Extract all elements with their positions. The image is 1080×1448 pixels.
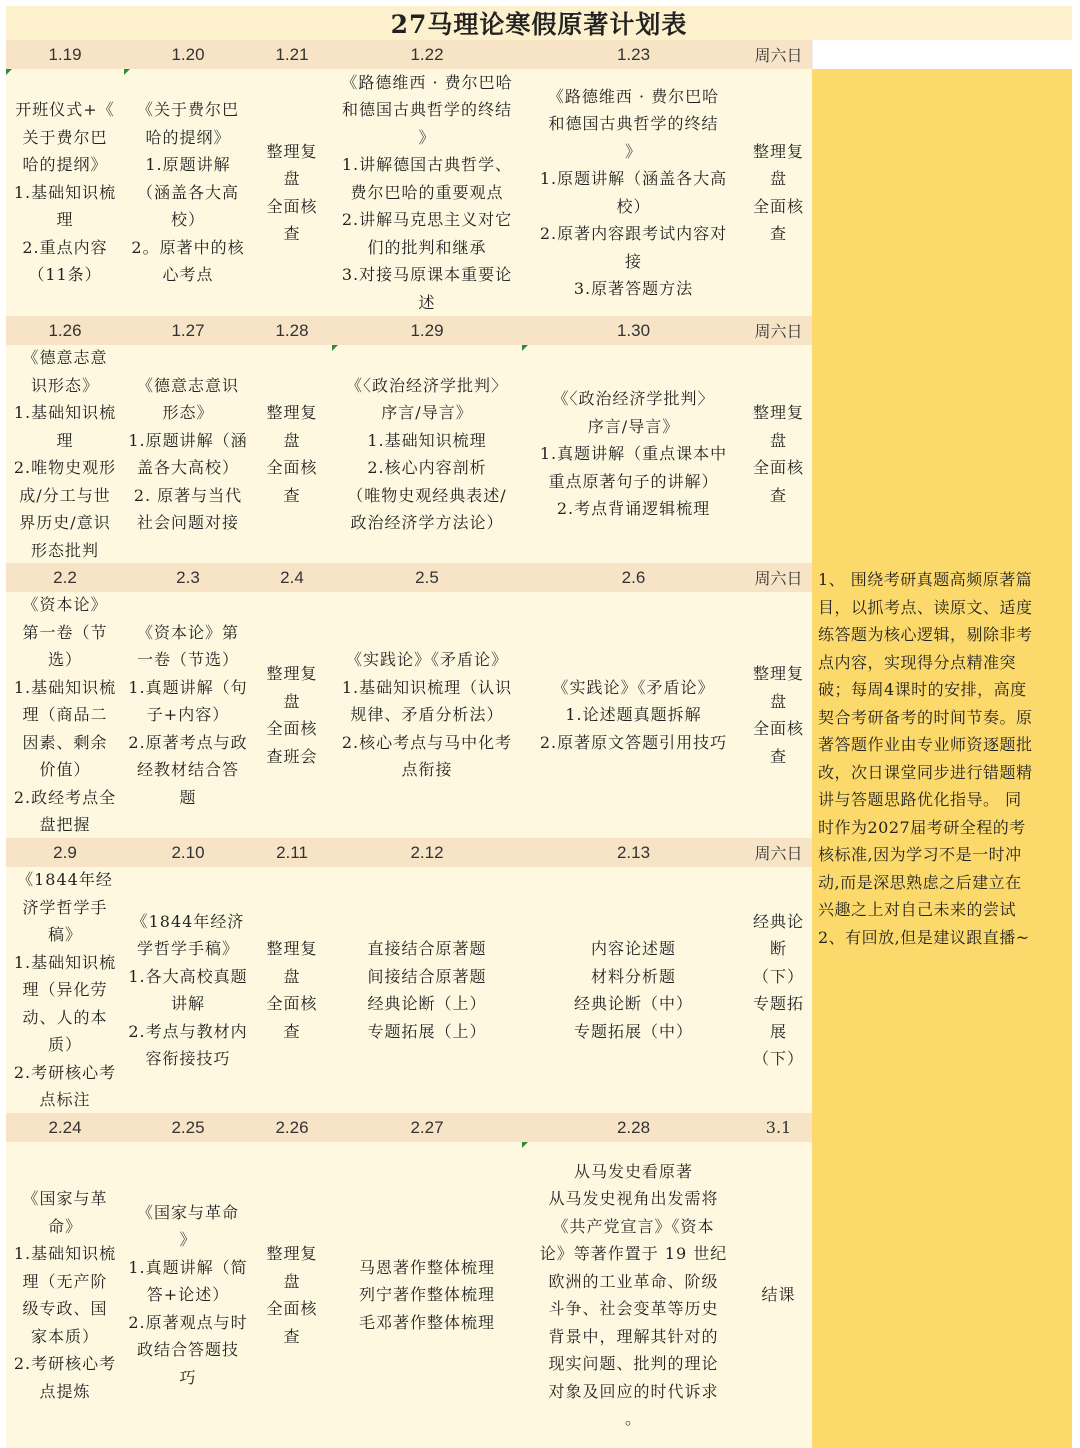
cell-line: 《资本论》 [22, 595, 108, 615]
date-header: 2.13 [522, 838, 745, 867]
schedule-cell [522, 69, 745, 316]
date-header: 2.25 [124, 1113, 252, 1142]
cell-line: 和德国古典哲学的终结 [341, 100, 512, 120]
cell-line: 全面核 [752, 196, 804, 216]
schedule-cell [332, 345, 522, 563]
date-header: 2.6 [522, 563, 745, 592]
cell-line: 接 [624, 251, 642, 271]
cell-line: 全面核 [266, 1299, 318, 1318]
cell-line: （涵盖各大高 [136, 182, 239, 202]
date-header: 2.27 [332, 1113, 522, 1142]
cell-line: 政结合答题技 [136, 1340, 239, 1360]
cell-line: 查 [283, 224, 301, 243]
date-header: 1.26 [6, 316, 124, 345]
date-header: 2.28 [522, 1113, 745, 1142]
cell-line: 稿》 [47, 925, 82, 945]
cell-line: 《共产党宣言》《资本 [552, 1216, 715, 1236]
cell-line: 整理复 [266, 141, 318, 161]
cell-line: 《1844年经济 [131, 911, 245, 931]
cell-line: 《德意志意识 [136, 375, 239, 395]
cell-line: 因素、剩余 [22, 732, 108, 752]
schedule-cell [252, 1142, 332, 1448]
cell-line: 全面核 [266, 196, 318, 216]
cell-line: 一卷（节选） [136, 650, 239, 670]
date-header: 1.19 [6, 40, 124, 69]
cell-line: 界历史/意识 [19, 513, 111, 532]
cell-line: 查班会 [266, 746, 318, 766]
cell-line: 1.原题讲解（涵 [128, 430, 248, 450]
cell-line: 1.讲解德国古典哲学、 [341, 155, 513, 175]
date-header: 1.21 [252, 40, 332, 69]
schedule-cell [745, 592, 812, 838]
cell-line: 1.基础知识梳 [13, 182, 117, 202]
cell-line: 材料分析题 [590, 966, 676, 986]
schedule-cell [522, 867, 745, 1113]
cell-line: 心考点 [162, 265, 214, 285]
cell-line: 全面核 [266, 719, 318, 738]
cell-line: 校） [170, 210, 205, 230]
date-header: 2.2 [6, 563, 124, 592]
cell-line: 盘把握 [39, 815, 91, 835]
cell-line: 述 [418, 292, 436, 312]
date-header: 1.22 [332, 40, 522, 69]
cell-line: 子+内容） [146, 705, 230, 725]
cell-line: 理 [56, 210, 74, 230]
cell-line: 经典论断（中） [573, 994, 693, 1013]
cell-line: 盘 [769, 169, 787, 188]
cell-line: 经典论 [752, 911, 804, 931]
cell-line: 全面核 [752, 719, 804, 738]
note-line: 破；每周4课时的安排，高度 [818, 680, 1027, 699]
cell-line: 全面核 [266, 994, 318, 1013]
cell-line: 查 [769, 224, 787, 243]
date-header: 2.12 [332, 838, 522, 867]
note-line: 练答题为核心逻辑，剔除非考 [818, 625, 1033, 644]
cell-line: （11条） [28, 265, 102, 285]
schedule-cell [745, 867, 812, 1113]
cell-line: 3.对接马原课本重要论 [341, 265, 513, 285]
cell-line: 2.考研核心考 [13, 1354, 117, 1373]
cell-line: 点提炼 [39, 1381, 91, 1401]
cell-line: 2.唯物史观形 [13, 458, 117, 477]
date-header: 2.5 [332, 563, 522, 592]
cell-line: 动、人的本 [22, 1007, 108, 1027]
cell-line: 》 [179, 1230, 197, 1250]
date-header: 1.23 [522, 40, 745, 69]
cell-line: 专题拓 [752, 994, 804, 1013]
cell-line: 序言/导言》 [381, 403, 473, 422]
schedule-cell [522, 592, 745, 838]
note-line: 1、 围绕考研真题高频原著篇 [818, 570, 1033, 589]
note-line: 契合考研备考的时间节奏。原 [818, 707, 1033, 727]
note-line: 著答题作业由专业师资逐题批 [818, 735, 1033, 754]
cell-line: 2.考点背诵逻辑梳理 [556, 499, 711, 519]
cell-line: 专题拓展（中） [573, 1021, 693, 1041]
cell-line: 政治经济学方法论） [350, 513, 504, 532]
date-header: 1.28 [252, 316, 332, 345]
note-line: 兴趣之上对自己未来的尝试 [818, 900, 1017, 919]
cell-line: 理 [56, 430, 74, 450]
cell-line: 选） [47, 650, 82, 670]
cell-line: 家本质） [30, 1326, 99, 1346]
cell-line: 查 [769, 746, 787, 766]
date-header: 1.27 [124, 316, 252, 345]
cell-line: 整理复 [266, 1244, 318, 1263]
date-header: 周六日 [745, 838, 812, 867]
date-header: 1.29 [332, 316, 522, 345]
note-line: 动,而是深思熟虑之后建立在 [818, 872, 1022, 892]
date-header: 3.1 [745, 1113, 812, 1142]
date-header: 2.11 [252, 838, 332, 867]
cell-line: （唯物史观经典表述/ [347, 485, 507, 505]
cell-line: 1.论述题真题拆解 [565, 705, 702, 725]
cell-line: 毛邓著作整体梳理 [358, 1312, 495, 1332]
cell-line: 《路德维西 · 费尔巴哈 [341, 72, 513, 92]
cell-line: 查 [283, 485, 301, 505]
cell-line: 《实践论》《矛盾论》 [552, 677, 715, 697]
note-line: 改，次日课堂同步进行错题精 [818, 762, 1033, 782]
cell-line: 全面核 [752, 458, 804, 477]
cell-line: 1.基础知识梳 [13, 403, 117, 422]
schedule-cell [745, 69, 812, 316]
cell-line: 《〈政治经济学批判〉 [552, 389, 715, 409]
date-header: 2.9 [6, 838, 124, 867]
schedule-cell [745, 345, 812, 563]
cell-line: 1.原题讲解 [145, 155, 231, 175]
cell-line: 3.原著答题方法 [573, 279, 694, 298]
cell-line: 2。原著中的核 [131, 237, 245, 257]
cell-line: 欧洲的工业革命、阶级 [548, 1271, 719, 1291]
cell-line: 开班仪式+《 [15, 100, 115, 120]
cell-line: 容衔接技巧 [145, 1049, 231, 1068]
cell-line: 盘 [769, 430, 787, 450]
cell-line: 理（异化劳 [22, 980, 108, 1000]
schedule-cell [6, 592, 124, 838]
cell-line: 《路德维西 · 费尔巴哈 [547, 86, 720, 106]
cell-line: 背景中，理解其针对的 [548, 1326, 719, 1346]
cell-line: 《关于费尔巴 [136, 100, 239, 120]
schedule-cell [522, 345, 745, 563]
cell-line: 论》等著作置于 19 世纪 [539, 1244, 728, 1263]
cell-line: 重点原著句子的讲解） [548, 471, 719, 491]
cell-line: 1.基础知识梳理（认识 [341, 677, 513, 697]
cell-line: 盘 [283, 966, 301, 986]
cell-line: 整理复 [752, 141, 804, 161]
cell-line: 间接结合原著题 [367, 966, 487, 986]
cell-line: 查 [283, 1326, 301, 1346]
cell-line: 1.原题讲解（涵盖各大高 [539, 169, 728, 188]
cell-line: 。 [624, 1409, 642, 1428]
cell-line: 盘 [283, 430, 301, 450]
cell-line: 1.真题讲解（句 [128, 677, 248, 697]
cell-line: 全面核 [266, 458, 318, 477]
date-header: 周六日 [745, 40, 812, 69]
schedule-cell [124, 592, 252, 838]
note-line: 目，以抓考点、读原文、适度 [818, 597, 1033, 617]
cell-line: 1.真题讲解（重点课本中 [539, 444, 728, 464]
schedule-cell [332, 592, 522, 838]
note-line: 讲与答题思路优化指导。 同 [818, 790, 1022, 809]
cell-line: 第一卷（节 [22, 622, 108, 642]
page-title: 27马理论寒假原著计划表 [6, 6, 1072, 40]
cell-line: 》 [418, 127, 436, 147]
cell-line: 整理复 [266, 664, 318, 683]
cell-line: 2.讲解马克思主义对它 [341, 210, 513, 230]
cell-line: 学哲学手稿》 [136, 939, 239, 958]
cell-line: 社会问题对接 [136, 513, 239, 532]
cell-line: 2.原著观点与时 [128, 1312, 248, 1332]
cell-line: 《资本论》第 [136, 622, 239, 642]
cell-line: 和德国古典哲学的终结 [548, 114, 719, 133]
cell-line: 1.基础知识梳 [13, 952, 117, 972]
cell-line: 《德意志意 [22, 348, 108, 367]
cell-line: 2. 原著与当代 [133, 485, 243, 505]
cell-line: 讲解 [170, 994, 205, 1013]
cell-line: 们的批判和继承 [367, 237, 487, 257]
cell-line: 整理复 [266, 403, 318, 422]
cell-line: 理（商品二 [22, 705, 108, 725]
cell-line: 点衔接 [401, 760, 453, 780]
cell-line: 《国家与革命 [136, 1202, 239, 1222]
cell-line: 列宁著作整体梳理 [358, 1285, 495, 1305]
cell-line: 2.考研核心考 [13, 1062, 117, 1082]
cell-line: 查 [283, 1021, 301, 1041]
schedule-cell [332, 69, 522, 316]
cell-line: 关于费尔巴 [22, 127, 108, 147]
cell-line: 整理复 [752, 403, 804, 422]
cell-line: 斗争、社会变革等历史 [548, 1299, 719, 1318]
date-header: 1.30 [522, 316, 745, 345]
cell-line: （下） [752, 966, 804, 986]
schedule-cell [6, 345, 124, 563]
cell-line: 1.基础知识梳 [13, 1244, 117, 1263]
cell-line: 从马发史视角出发需将 [548, 1189, 719, 1208]
cell-line: 2.核心内容剖析 [367, 458, 487, 477]
note-line: 2、有回放,但是建议跟直播~ [818, 927, 1030, 947]
cell-line: 2.原著考点与政 [128, 732, 248, 752]
cell-line: 整理复 [752, 664, 804, 683]
cell-line: 价值） [39, 760, 91, 780]
cell-line: 经典论断（上） [367, 994, 487, 1013]
schedule-cell [252, 867, 332, 1113]
cell-line: 1.基础知识梳 [13, 677, 117, 697]
cell-line: 2.重点内容 [22, 237, 108, 257]
notes-text [818, 566, 1033, 951]
date-header: 2.3 [124, 563, 252, 592]
note-line: 点内容，实现得分点精准突 [818, 652, 1017, 672]
cell-line: 2.原著原文答题引用技巧 [539, 732, 728, 752]
date-header: 1.20 [124, 40, 252, 69]
cell-line: 济学哲学手 [22, 897, 108, 917]
cell-line: 2.核心考点与马中化考 [341, 732, 513, 752]
cell-line: 》 [624, 141, 642, 161]
schedule-cell [332, 1142, 522, 1448]
cell-line: 马恩著作整体梳理 [358, 1257, 495, 1277]
cell-line: 专题拓展（上） [367, 1021, 487, 1041]
cell-line: 查 [769, 485, 787, 505]
date-header: 2.26 [252, 1113, 332, 1142]
cell-line: 答+论述） [146, 1285, 230, 1305]
cell-line: 识形态》 [30, 375, 99, 395]
date-header: 周六日 [745, 316, 812, 345]
cell-line: 1.真题讲解（简 [128, 1257, 248, 1277]
note-line: 时作为2027届考研全程的考 [818, 817, 1026, 837]
cell-line: 命》 [47, 1216, 82, 1236]
cell-line: 费尔巴哈的重要观点 [350, 182, 504, 202]
cell-line: 质） [47, 1035, 82, 1055]
schedule-cell [522, 1142, 745, 1448]
schedule-cell [252, 69, 332, 316]
date-header: 2.10 [124, 838, 252, 867]
cell-line: 展 [769, 1021, 787, 1041]
cell-line: 盘 [769, 691, 787, 711]
schedule-cell [124, 345, 252, 563]
cell-line: 规律、矛盾分析法） [350, 705, 504, 725]
cell-line: 经教材结合答 [136, 760, 239, 780]
cell-line: 结课 [761, 1285, 796, 1305]
cell-line: （下） [752, 1049, 804, 1068]
cell-line: 《国家与革 [22, 1189, 108, 1208]
cell-line: 盘 [283, 1271, 301, 1291]
cell-line: 校） [616, 196, 651, 216]
cell-line: 从马发史看原著 [573, 1161, 693, 1181]
cell-line: 题 [179, 787, 197, 807]
cell-line: 点标注 [39, 1090, 91, 1110]
schedule-cell [332, 867, 522, 1113]
cell-line: 对象及回应的时代诉求 [548, 1381, 719, 1401]
cell-line: 2.政经考点全 [13, 787, 117, 807]
cell-line: 哈的提纲》 [145, 127, 231, 147]
cell-line: 形态批判 [30, 540, 99, 560]
header-blank-cell [812, 40, 1072, 69]
cell-line: 内容论述题 [590, 939, 676, 958]
note-line: 核标准,因为学习不是一时冲 [818, 845, 1022, 864]
cell-line: 哈的提纲》 [22, 155, 108, 175]
schedule-cell [6, 1142, 124, 1448]
date-header: 周六日 [745, 563, 812, 592]
cell-line: 级专政、国 [22, 1299, 108, 1318]
schedule-cell [745, 1142, 812, 1448]
schedule-cell [6, 867, 124, 1113]
cell-line: 序言/导言》 [587, 416, 680, 436]
cell-line: 《1844年经 [17, 870, 113, 890]
schedule-table [6, 40, 1072, 1448]
cell-line: 直接结合原著题 [367, 939, 487, 958]
schedule-cell [124, 1142, 252, 1448]
cell-line: 《实践论》《矛盾论》 [345, 650, 508, 670]
cell-line: 1.各大高校真题 [128, 966, 248, 986]
cell-line: 1.基础知识梳理 [367, 430, 487, 450]
notes-panel [812, 69, 1072, 1448]
cell-line: 形态》 [162, 403, 214, 422]
schedule-cell [6, 69, 124, 316]
cell-line: 盘 [283, 169, 301, 188]
cell-line: 巧 [179, 1367, 197, 1387]
date-header: 2.24 [6, 1113, 124, 1142]
cell-line: 盖各大高校） [136, 458, 239, 477]
cell-line: 2.原著内容跟考试内容对 [539, 224, 728, 243]
cell-line: 理（无产阶 [22, 1271, 108, 1291]
schedule-cell [124, 69, 252, 316]
cell-line: 现实问题、批判的理论 [548, 1354, 719, 1373]
cell-line: 盘 [283, 691, 301, 711]
cell-line: 断 [769, 939, 787, 958]
date-header: 2.4 [252, 563, 332, 592]
cell-line: 《〈政治经济学批判〉 [345, 375, 508, 395]
schedule-cell [252, 345, 332, 563]
cell-line: 成/分工与世 [19, 485, 111, 505]
cell-line: 2.考点与教材内 [128, 1021, 248, 1041]
schedule-cell [124, 867, 252, 1113]
schedule-cell [252, 592, 332, 838]
cell-line: 整理复 [266, 939, 318, 958]
